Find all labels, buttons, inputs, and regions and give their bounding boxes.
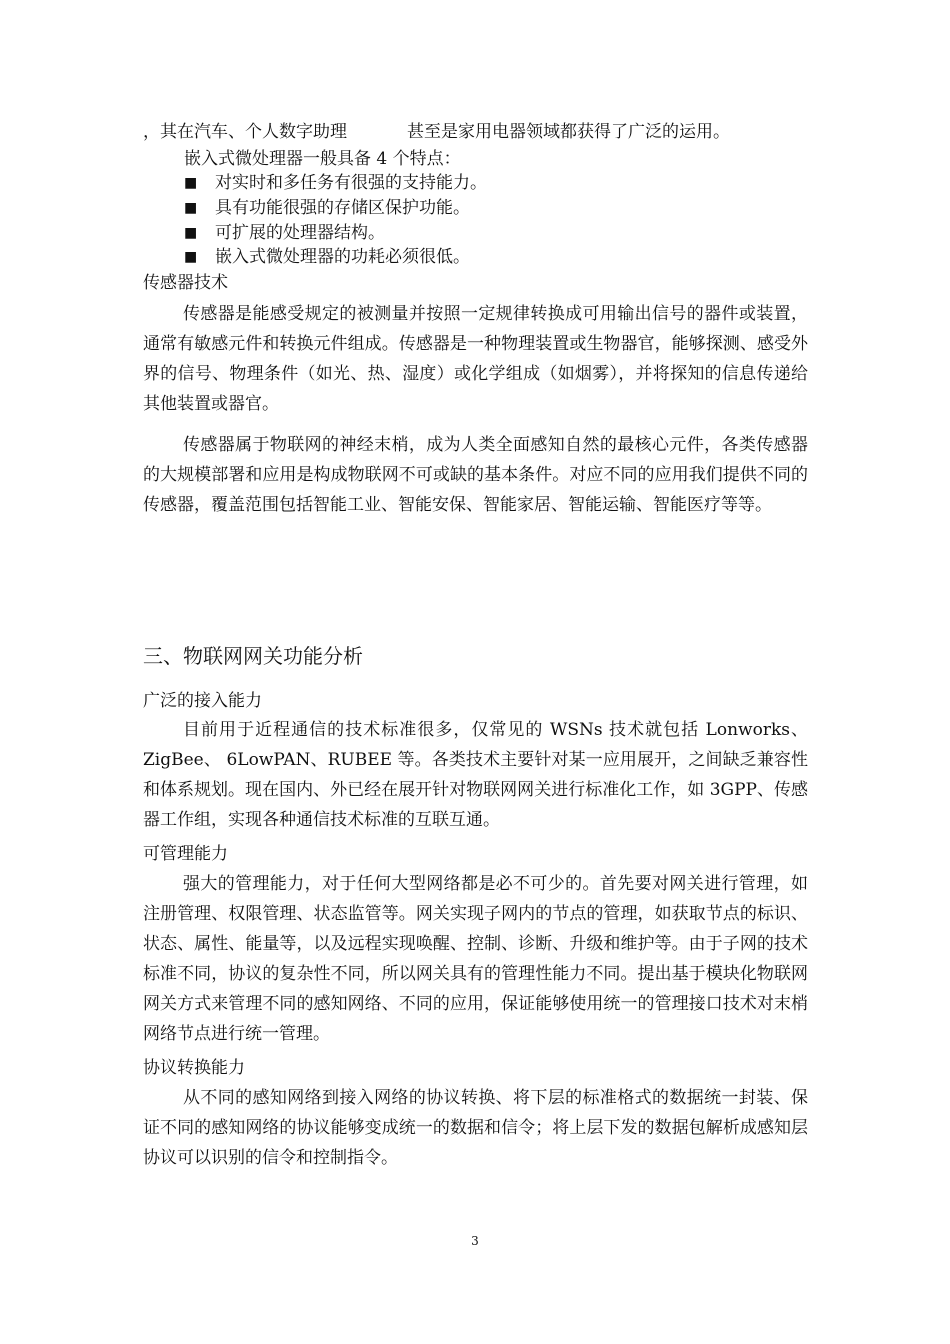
sensor-title: 传感器技术 — [143, 273, 228, 293]
feature-item: 对实时和多任务有很强的支持能力。 — [215, 173, 487, 193]
intro-line-1-b: 甚至是家用电器领域都获得了广泛的运用。 — [407, 122, 730, 142]
manage-paragraph: 强大的管理能力，对于任何大型网络都是必不可少的。首先要对网关进行管理，如注册管理、权限管理、状态监管等。网关实现子网内的节点的管理，如获取节点的标识、状态、属性、能量等，以及远程实现唤醒、控制、诊断、升级和维护等。由于子网的技术标准不同，协议的复杂性不同，所以网关具有的管理性能力不同。提出基于模块化物联网网关方式来管理不同的感知网络、不同的应用，保证能够使用统一的管理接口技术对末梢网络节点进行统一管理。 — [143, 874, 808, 1044]
protocol-title: 协议转换能力 — [143, 1058, 245, 1078]
bullet-icon: ■ — [184, 249, 198, 265]
feature-item: 可扩展的处理器结构。 — [215, 223, 385, 243]
intro-line-1 — [143, 121, 808, 143]
section-heading: 三、物联网网关功能分析 — [143, 644, 363, 668]
protocol-paragraph: 从不同的感知网络到接入网络的协议转换、将下层的标准格式的数据统一封装、保证不同的感知网络的协议能够变成统一的数据和信令；将上层下发的数据包解析成感知层协议可以识别的信令和控制指令。 — [143, 1088, 808, 1168]
access-paragraph: 目前用于近程通信的技术标准很多，仅常见的 WSNs 技术就包括 Lonworks、ZigBee、 6LowPAN、RUBEE 等。各类技术主要针对某一应用展开，之间缺乏兼容性和体系规划。现在国内、外已经在展开针对物联网网关进行标准化工作，如 3GPP、传感器工作组，实现各种通信技术标准的互联互通。 — [143, 720, 808, 830]
intro-line-2: 嵌入式微处理器一般具备 4 个特点： — [184, 149, 461, 169]
page-number: 3 — [471, 1234, 479, 1248]
intro-line-1-a: ，其在汽车、个人数字助理 — [143, 122, 347, 142]
manage-title: 可管理能力 — [143, 844, 228, 864]
feature-item: 嵌入式微处理器的功耗必须很低。 — [215, 247, 470, 267]
bullet-icon: ■ — [184, 200, 198, 216]
feature-item: 具有功能很强的存储区保护功能。 — [215, 198, 470, 218]
sensor-paragraph-1: 传感器是能感受规定的被测量并按照一定规律转换成可用输出信号的器件或装置，通常有敏感元件和转换元件组成。传感器是一种物理装置或生物器官，能够探测、感受外界的信号、物理条件（如光、热、湿度）或化学组成（如烟雾），并将探知的信息传递给其他装置或器官。 — [143, 304, 808, 414]
access-title: 广泛的接入能力 — [143, 691, 262, 711]
bullet-icon: ■ — [184, 225, 198, 241]
sensor-paragraph-2: 传感器属于物联网的神经末梢，成为人类全面感知自然的最核心元件，各类传感器的大规模部署和应用是构成物联网不可或缺的基本条件。对应不同的应用我们提供不同的传感器，覆盖范围包括智能工业、智能安保、智能家居、智能运输、智能医疗等等。 — [143, 435, 808, 515]
bullet-icon: ■ — [184, 175, 198, 191]
